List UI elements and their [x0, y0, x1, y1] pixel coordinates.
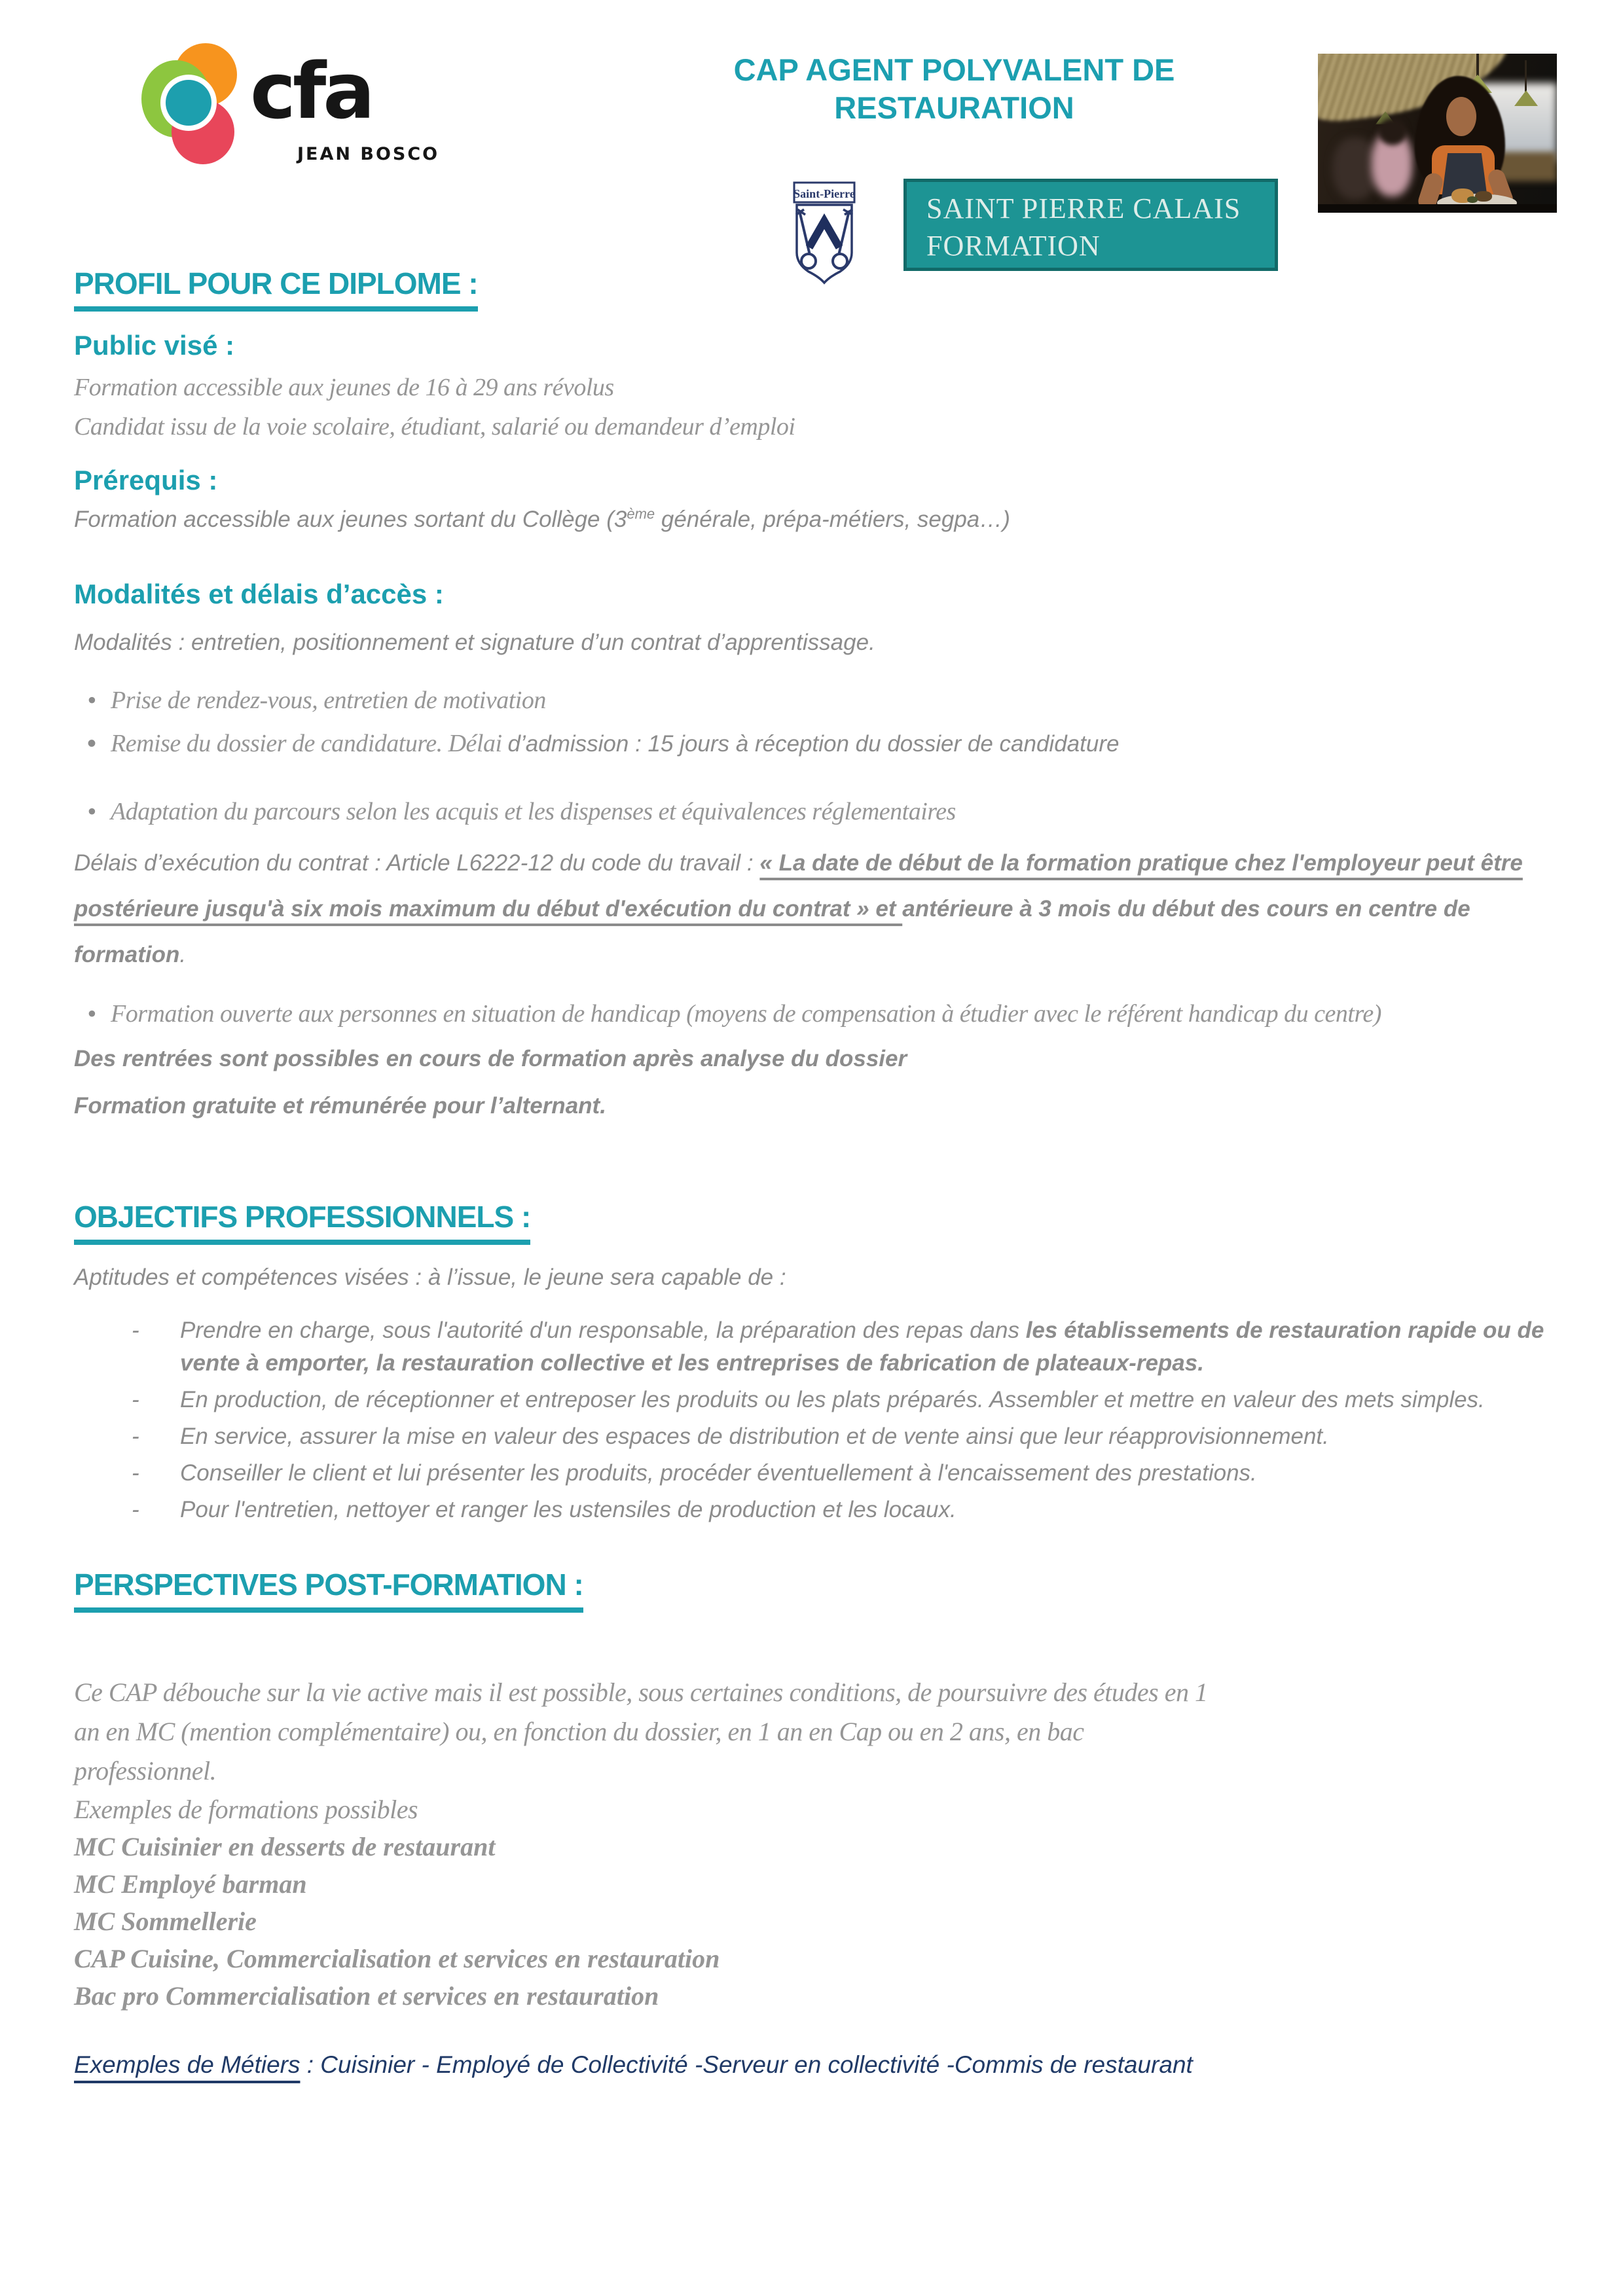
list-item: • Prise de rendez-vous, entretien de motivation: [74, 686, 1551, 715]
list-item: - En production, de réceptionner et entreposer les produits ou les plats préparés. Assembler et mettre en valeur des mets simples.: [74, 1384, 1551, 1416]
page-title-line1: CAP AGENT POLYVALENT DE: [733, 52, 1175, 87]
note-rentrees: Des rentrées sont possibles en cours de formation après analyse du dossier: [74, 1046, 907, 1071]
org-banner: [903, 179, 1278, 271]
photo-background-diner: [1378, 118, 1407, 145]
public-vise-line1: Formation accessible aux jeunes de 16 à 29 ans révolus: [74, 374, 614, 401]
hero-photo: [1318, 54, 1557, 213]
logo-subtitle: JEAN BOSCO: [297, 144, 440, 164]
crest-banner-text: Saint-Pierre: [793, 187, 855, 200]
list-item: • Adaptation du parcours selon les acquis et les dispenses et équivalences réglementaires: [74, 797, 1551, 826]
subheading-prerequis: Prérequis :: [74, 465, 218, 495]
photo-lamp-stem: [1476, 54, 1479, 76]
photo-counter: [1318, 204, 1557, 213]
list-item: MC Employé barman: [74, 1869, 307, 1899]
prerequis-superscript: ème: [627, 505, 655, 522]
photo-waitress-face: [1446, 97, 1476, 136]
modalites-intro: Modalités : entretien, positionnement et signature d’un contrat d’apprentissage.: [74, 630, 875, 655]
objectifs-intro: Aptitudes et compétences visées : à l’issue, le jeune sera capable de :: [74, 1265, 786, 1290]
subheading-modalites: Modalités et délais d’accès :: [74, 579, 444, 609]
page-title-line2: RESTAURATION: [834, 90, 1074, 125]
logo-circle-teal: [166, 80, 211, 126]
list-item: - En service, assurer la mise en valeur des espaces de distribution et de vente ainsi que leur réapprovisionnement.: [74, 1420, 1551, 1453]
metiers-text: : Cuisinier - Employé de Collectivité -Serveur en collectivité -Commis de restaurant: [300, 2051, 1193, 2078]
public-vise-text: [74, 368, 1551, 446]
list-item: • Remise du dossier de candidature. Délai d’admission : 15 jours à réception du dossier de candidature: [74, 729, 1551, 763]
list-item: - Pour l'entretien, nettoyer et ranger les ustensiles de production et les locaux.: [74, 1494, 1551, 1526]
cfa-logo-mark: [141, 43, 243, 164]
list-item: - Prendre en charge, sous l'autorité d'un responsable, la préparation des repas dans les établissements de restauration rapide ou de vente à emporter, la restauration collective et les entreprises de fabrication de plateaux-repas.: [74, 1314, 1551, 1380]
subheading-public-vise: Public visé :: [74, 330, 235, 361]
photo-food: [1467, 196, 1478, 203]
section-heading-profil: PROFIL POUR CE DIPLOME :: [74, 266, 1551, 312]
org-banner-line1: SAINT PIERRE CALAIS: [926, 192, 1241, 224]
metiers-label: Exemples de Métiers: [74, 2051, 301, 2078]
list-item: MC Sommellerie: [74, 1907, 257, 1936]
section-heading-perspectives: PERSPECTIVES POST-FORMATION :: [74, 1567, 1551, 1613]
document-body: [74, 266, 1551, 2079]
section-heading-objectifs: OBJECTIFS PROFESSIONNELS :: [74, 1199, 1551, 1245]
delais-paragraph: Délais d’exécution du contrat : Article L6222-12 du code du travail : « La date de début de la formation pratique chez l'employeur peut être postérieure jusqu'à six mois maximum du début d'exécution du contrat » et antérieure à 3 mois du début des cours en centre de formation.: [74, 850, 1523, 967]
formations-list: [74, 1828, 1551, 2015]
logo-brand-text: cfa: [250, 46, 372, 136]
list-item: MC Cuisinier en desserts de restaurant: [74, 1832, 496, 1861]
list-item: CAP Cuisine, Commercialisation et services en restauration: [74, 1944, 720, 1973]
modalites-bullet-list: [74, 686, 1551, 826]
prerequis-text: Formation accessible aux jeunes sortant du Collège (3ème générale, prépa-métiers, segpa…): [74, 505, 1010, 532]
list-item: - Conseiller le client et lui présenter les produits, procéder éventuellement à l'encaissement des prestations.: [74, 1457, 1551, 1490]
delais-bold-underlined: « La date de début de la formation pratique chez l'employeur peut être postérieure jusqu'à six mois maximum du début d'exécution du contrat » et: [74, 850, 1523, 922]
formations-label: Exemples de formations possibles: [74, 1795, 418, 1824]
list-item: Bac pro Commercialisation et services en restauration: [74, 1981, 659, 2011]
perspectives-paragraph: Ce CAP débouche sur la vie active mais il est possible, sous certaines conditions, de poursuivre des études en 1 an en MC (mention complémentaire) ou, en fonction du dossier, en 1 an en Cap ou en 2 ans, en bac professionnel.: [74, 1677, 1208, 1785]
metiers-line: [74, 2051, 1551, 2079]
note-gratuite: Formation gratuite et rémunérée pour l’alternant.: [74, 1093, 606, 1119]
handicap-bullet: • Formation ouverte aux personnes en situation de handicap (moyens de compensation à étudier avec le référent handicap du centre): [74, 984, 1551, 1043]
photo-lamp-stem: [1525, 60, 1527, 92]
objectifs-list: [74, 1314, 1551, 1526]
page-title: [655, 51, 1254, 127]
org-banner-line2: FORMATION: [926, 230, 1101, 262]
cfa-logo: [141, 39, 443, 170]
delais-bold: antérieure à 3 mois du début des cours en centre de formation: [74, 896, 1470, 967]
public-vise-line2: Candidat issu de la voie scolaire, étudiant, salarié ou demandeur d’emploi: [74, 413, 795, 440]
